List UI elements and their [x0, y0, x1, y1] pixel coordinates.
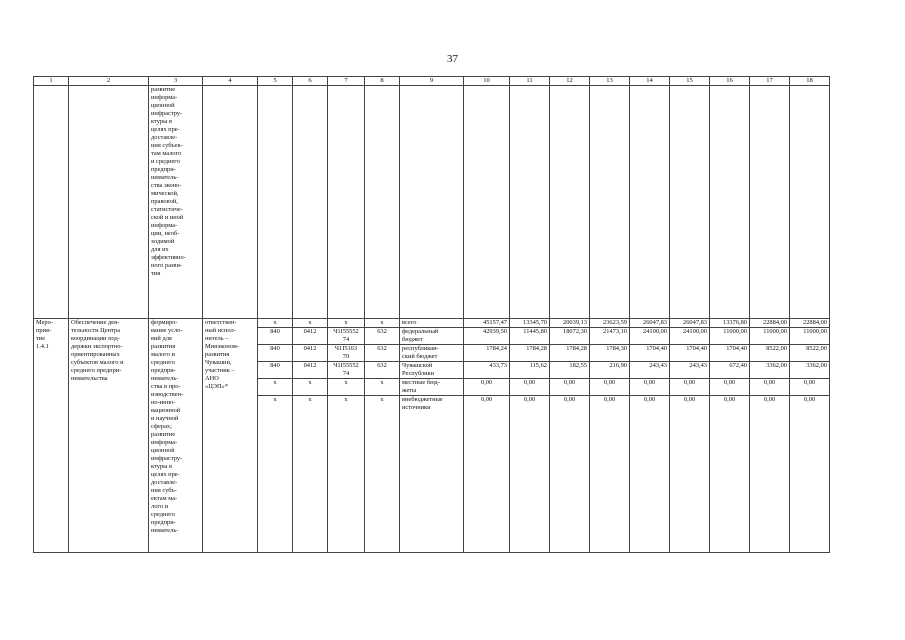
- column-number: 4: [203, 77, 258, 86]
- cell: 0,00: [670, 396, 710, 553]
- column-number: 11: [510, 77, 550, 86]
- cell: 840: [258, 345, 293, 362]
- continuation-text: развитие информа- ционной инфрастру- ктуры в целях пре- доставле- ния субъек- там малого и среднего предпри- ниматель- ства эконо- мической, правовой, статистиче- ской и иной информа- ции, необ- ходимой для их эффективно- ного разви- тия: [149, 86, 203, 319]
- cell: 11445,80: [510, 328, 550, 345]
- cell: 672,40: [710, 362, 750, 379]
- funding-source: Чувашской Республики: [400, 362, 464, 379]
- cell: 0,00: [464, 396, 510, 553]
- budget-table: [33, 76, 830, 553]
- cell: 0,00: [750, 396, 790, 553]
- cell: 182,55: [550, 362, 590, 379]
- cell: 0,00: [710, 396, 750, 553]
- cell: 20039,13: [550, 319, 590, 328]
- column-number: 12: [550, 77, 590, 86]
- column-number: 8: [365, 77, 400, 86]
- funding-source: республикан- ский бюджет: [400, 345, 464, 362]
- cell: 632: [365, 362, 400, 379]
- cell: 0,00: [790, 396, 830, 553]
- cell: х: [293, 319, 328, 328]
- cell: 243,43: [670, 362, 710, 379]
- cell: 22884,00: [750, 319, 790, 328]
- activity-executor: ответствен- ный испол- нитель – Минэконом- развития Чувашии, участник – АНО «ЦЭП»*: [203, 319, 258, 553]
- cell: 3362,00: [750, 362, 790, 379]
- cell: 0,00: [550, 396, 590, 553]
- activity-name: Обеспечение дея- тельности Центра координации под- держки экспортно- ориентированных субъектов малого и среднего предпри- нимательства: [69, 319, 149, 553]
- cell: 115,62: [510, 362, 550, 379]
- cell: 26047,83: [630, 319, 670, 328]
- cell: х: [258, 379, 293, 396]
- cell: 1784,28: [550, 345, 590, 362]
- cell: 243,43: [630, 362, 670, 379]
- activity-code: Меро- прия- тие 1.4.1: [34, 319, 69, 553]
- cell: 23623,59: [590, 319, 630, 328]
- column-number: 5: [258, 77, 293, 86]
- cell: 45157,47: [464, 319, 510, 328]
- cell: 0,00: [510, 379, 550, 396]
- cell: 632: [365, 345, 400, 362]
- page-number: 37: [447, 53, 458, 65]
- cell: 1704,40: [630, 345, 670, 362]
- column-number: 18: [790, 77, 830, 86]
- cell: 216,90: [590, 362, 630, 379]
- cell: 24100,00: [630, 328, 670, 345]
- cell: 11000,00: [790, 328, 830, 345]
- cell: х: [258, 319, 293, 328]
- cell: 0,00: [670, 379, 710, 396]
- cell: 21473,10: [590, 328, 630, 345]
- cell: 0,00: [550, 379, 590, 396]
- cell: 11000,00: [750, 328, 790, 345]
- column-number: 14: [630, 77, 670, 86]
- cell: 0,00: [464, 379, 510, 396]
- cell: 0,00: [630, 379, 670, 396]
- cell: 1784,30: [590, 345, 630, 362]
- cell: 18072,30: [550, 328, 590, 345]
- cell: 0,00: [710, 379, 750, 396]
- cell: 1704,40: [670, 345, 710, 362]
- cell: х: [258, 396, 293, 553]
- cell: 0,00: [590, 396, 630, 553]
- cell: 433,73: [464, 362, 510, 379]
- cell: 840: [258, 362, 293, 379]
- cell: 13376,80: [710, 319, 750, 328]
- cell: 0,00: [750, 379, 790, 396]
- funding-source: внебюджетные источники: [400, 396, 464, 553]
- column-number: 7: [328, 77, 365, 86]
- column-number: 17: [750, 77, 790, 86]
- cell: 11000,00: [710, 328, 750, 345]
- cell: х: [328, 319, 365, 328]
- column-number: 3: [149, 77, 203, 86]
- funding-source: федеральный бюджет: [400, 328, 464, 345]
- funding-source: всего: [400, 319, 464, 328]
- cell: х: [365, 379, 400, 396]
- cell: 42939,50: [464, 328, 510, 345]
- column-number: 2: [69, 77, 149, 86]
- column-number: 16: [710, 77, 750, 86]
- activity-tasks: формиро- вание усло- вий для развития малого и среднего предпри- ниматель- ства в про- изводствен- но-инно- вационной и научной сферах; развитие информа- ционной инфрастру- ктуры в целях пре- доставле- ния субъ- ектам ма- лого и среднего предпри- ниматель-: [149, 319, 203, 553]
- cell: 8522,00: [750, 345, 790, 362]
- column-number: 13: [590, 77, 630, 86]
- cell: 22884,00: [790, 319, 830, 328]
- table-row: [34, 319, 830, 328]
- cell: 8522,00: [790, 345, 830, 362]
- cell: 840: [258, 328, 293, 345]
- cell: Ч1I55552 74: [328, 362, 365, 379]
- cell: 0,00: [790, 379, 830, 396]
- funding-source: местные бюд- жеты: [400, 379, 464, 396]
- cell: 24100,00: [670, 328, 710, 345]
- cell: 3362,00: [790, 362, 830, 379]
- cell: 1784,24: [464, 345, 510, 362]
- column-number: 10: [464, 77, 510, 86]
- cell: 0,00: [590, 379, 630, 396]
- cell: х: [293, 379, 328, 396]
- column-number: 15: [670, 77, 710, 86]
- cell: х: [328, 379, 365, 396]
- cell: 0,00: [630, 396, 670, 553]
- cell: 0,00: [510, 396, 550, 553]
- column-number: 1: [34, 77, 69, 86]
- cell: Ч1I5163 70: [328, 345, 365, 362]
- cell: х: [328, 396, 365, 553]
- cell: 13345,70: [510, 319, 550, 328]
- column-number: 9: [400, 77, 464, 86]
- cell: Ч1I55552 74: [328, 328, 365, 345]
- cell: 632: [365, 328, 400, 345]
- cell: х: [293, 396, 328, 553]
- cell: 26047,83: [670, 319, 710, 328]
- cell: 1704,40: [710, 345, 750, 362]
- cell: 0412: [293, 345, 328, 362]
- continuation-row: [34, 86, 830, 319]
- cell: 0412: [293, 328, 328, 345]
- cell: х: [365, 396, 400, 553]
- cell: 0412: [293, 362, 328, 379]
- column-number: 6: [293, 77, 328, 86]
- cell: 1784,28: [510, 345, 550, 362]
- cell: х: [365, 319, 400, 328]
- column-number-row: [34, 77, 830, 86]
